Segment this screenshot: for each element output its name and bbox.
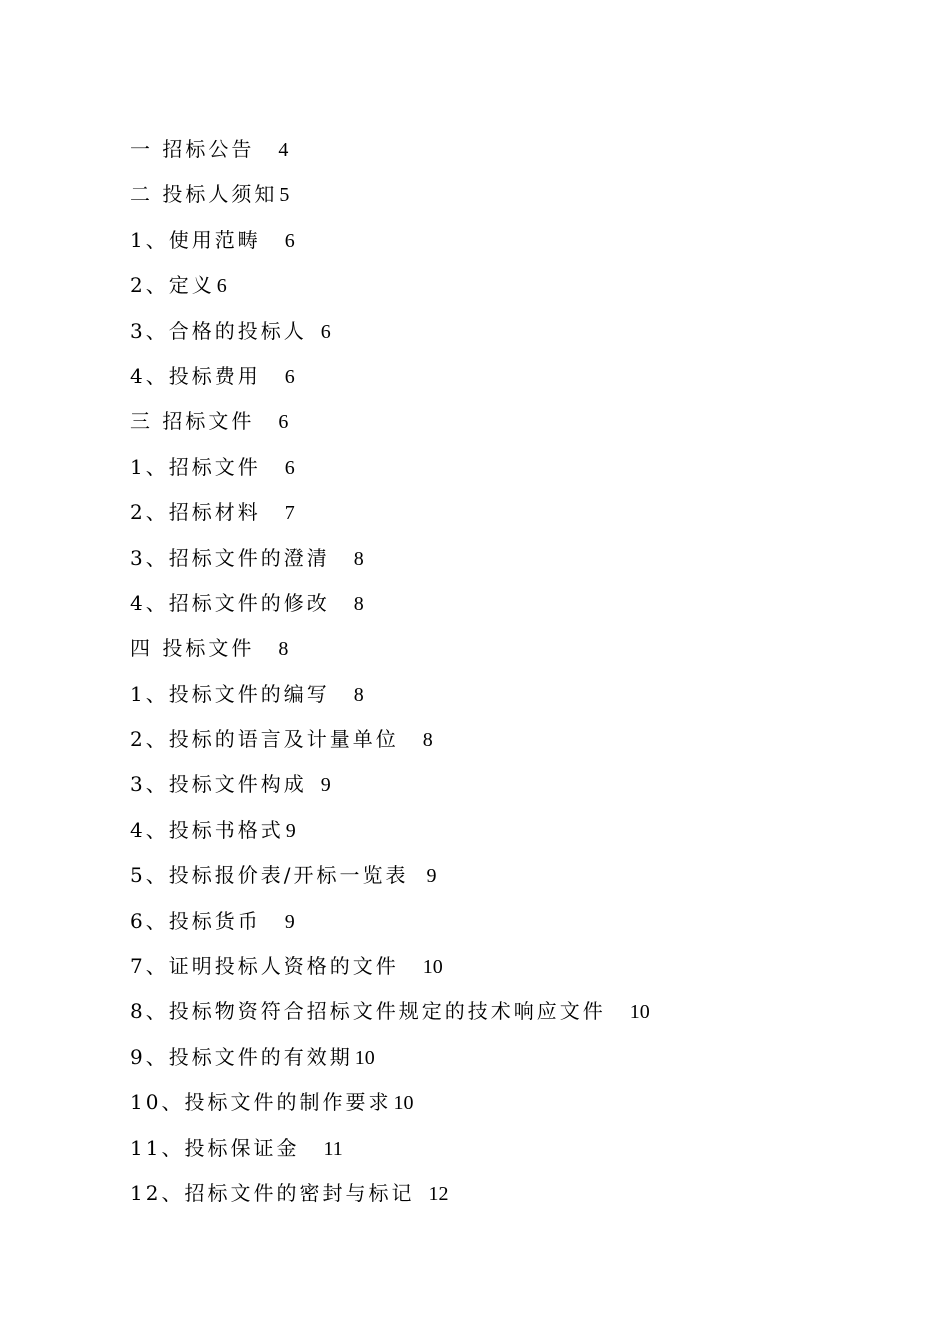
toc-entry[interactable] xyxy=(130,495,830,540)
toc-entry-title: 2、定义 xyxy=(130,273,215,298)
toc-entry-title: 二 投标人须知 xyxy=(130,182,278,207)
toc-entry-title: 9、投标文件的有效期 xyxy=(130,1044,353,1069)
toc-entry-title: 3、招标文件的澄清 xyxy=(130,545,330,570)
toc-entry-page-number: 6 xyxy=(284,365,295,388)
toc-entry-page-number: 7 xyxy=(284,502,295,525)
toc-entry-page-number: 6 xyxy=(278,411,289,434)
table-of-contents xyxy=(130,132,830,1221)
toc-entry-page-number: 6 xyxy=(284,229,295,252)
toc-entry[interactable] xyxy=(130,541,830,586)
toc-entry-title: 4、投标书格式 xyxy=(130,817,284,842)
toc-entry-title: 12、招标文件的密封与标记 xyxy=(130,1180,415,1205)
toc-entry-page-number: 12 xyxy=(428,1182,449,1205)
toc-entry-title: 1、投标文件的编写 xyxy=(130,681,330,706)
toc-entry-title: 10、投标文件的制作要求 xyxy=(130,1090,392,1115)
toc-entry-page-number: 5 xyxy=(279,184,290,207)
toc-entry-page-number: 9 xyxy=(284,910,295,933)
toc-entry[interactable] xyxy=(130,177,830,222)
toc-entry-page-number: 9 xyxy=(320,774,331,797)
toc-entry-title: 1、使用范畴 xyxy=(130,227,261,252)
toc-entry-page-number: 10 xyxy=(393,1092,414,1115)
toc-entry-page-number: 6 xyxy=(284,456,295,479)
toc-entry-page-number: 6 xyxy=(216,275,227,298)
toc-entry-page-number: 8 xyxy=(353,547,364,570)
toc-entry-title: 4、招标文件的修改 xyxy=(130,590,330,615)
toc-entry[interactable] xyxy=(130,132,830,177)
toc-entry[interactable] xyxy=(130,586,830,631)
toc-entry-title: 8、投标物资符合招标文件规定的技术响应文件 xyxy=(130,999,606,1024)
toc-entry[interactable] xyxy=(130,904,830,949)
toc-entry[interactable] xyxy=(130,767,830,812)
toc-entry[interactable] xyxy=(130,450,830,495)
toc-entry-page-number: 4 xyxy=(278,139,289,161)
toc-entry[interactable] xyxy=(130,1040,830,1085)
toc-entry[interactable] xyxy=(130,631,830,676)
toc-entry[interactable] xyxy=(130,722,830,767)
toc-entry-title: 2、投标的语言及计量单位 xyxy=(130,727,399,752)
toc-entry-page-number: 10 xyxy=(354,1046,375,1069)
toc-entry-page-number: 8 xyxy=(278,638,289,661)
toc-entry[interactable] xyxy=(130,813,830,858)
toc-entry[interactable] xyxy=(130,404,830,449)
toc-entry[interactable] xyxy=(130,1176,830,1221)
toc-entry-page-number: 8 xyxy=(422,729,433,752)
toc-entry-title: 一 招标公告 xyxy=(130,137,255,161)
toc-entry-page-number: 8 xyxy=(353,683,364,706)
toc-entry-page-number: 10 xyxy=(629,1001,650,1024)
toc-entry-title: 三 招标文件 xyxy=(130,409,255,434)
toc-entry-page-number: 10 xyxy=(422,956,443,979)
toc-entry-title: 四 投标文件 xyxy=(130,636,255,661)
toc-entry-title: 3、投标文件构成 xyxy=(130,772,307,797)
toc-entry[interactable] xyxy=(130,1085,830,1130)
toc-entry-title: 1、招标文件 xyxy=(130,454,261,479)
toc-entry-page-number: 9 xyxy=(285,819,296,842)
toc-entry[interactable] xyxy=(130,314,830,359)
toc-entry[interactable] xyxy=(130,359,830,404)
toc-entry-page-number: 8 xyxy=(353,592,364,615)
toc-entry[interactable] xyxy=(130,223,830,268)
toc-entry[interactable] xyxy=(130,677,830,722)
toc-entry-title: 5、投标报价表/开标一览表 xyxy=(130,863,409,888)
toc-entry-title: 7、证明投标人资格的文件 xyxy=(130,954,399,979)
toc-entry-title: 4、投标费用 xyxy=(130,363,261,388)
toc-entry[interactable] xyxy=(130,1131,830,1176)
toc-entry[interactable] xyxy=(130,858,830,903)
toc-entry[interactable] xyxy=(130,994,830,1039)
toc-entry-title: 11、投标保证金 xyxy=(130,1135,300,1160)
toc-entry[interactable] xyxy=(130,268,830,313)
toc-entry-page-number: 11 xyxy=(323,1137,343,1160)
toc-entry-page-number: 6 xyxy=(320,320,331,343)
toc-entry-title: 2、招标材料 xyxy=(130,500,261,525)
toc-entry[interactable] xyxy=(130,949,830,994)
toc-entry-title: 3、合格的投标人 xyxy=(130,318,307,343)
toc-entry-title: 6、投标货币 xyxy=(130,908,261,933)
toc-entry-page-number: 9 xyxy=(426,865,437,888)
